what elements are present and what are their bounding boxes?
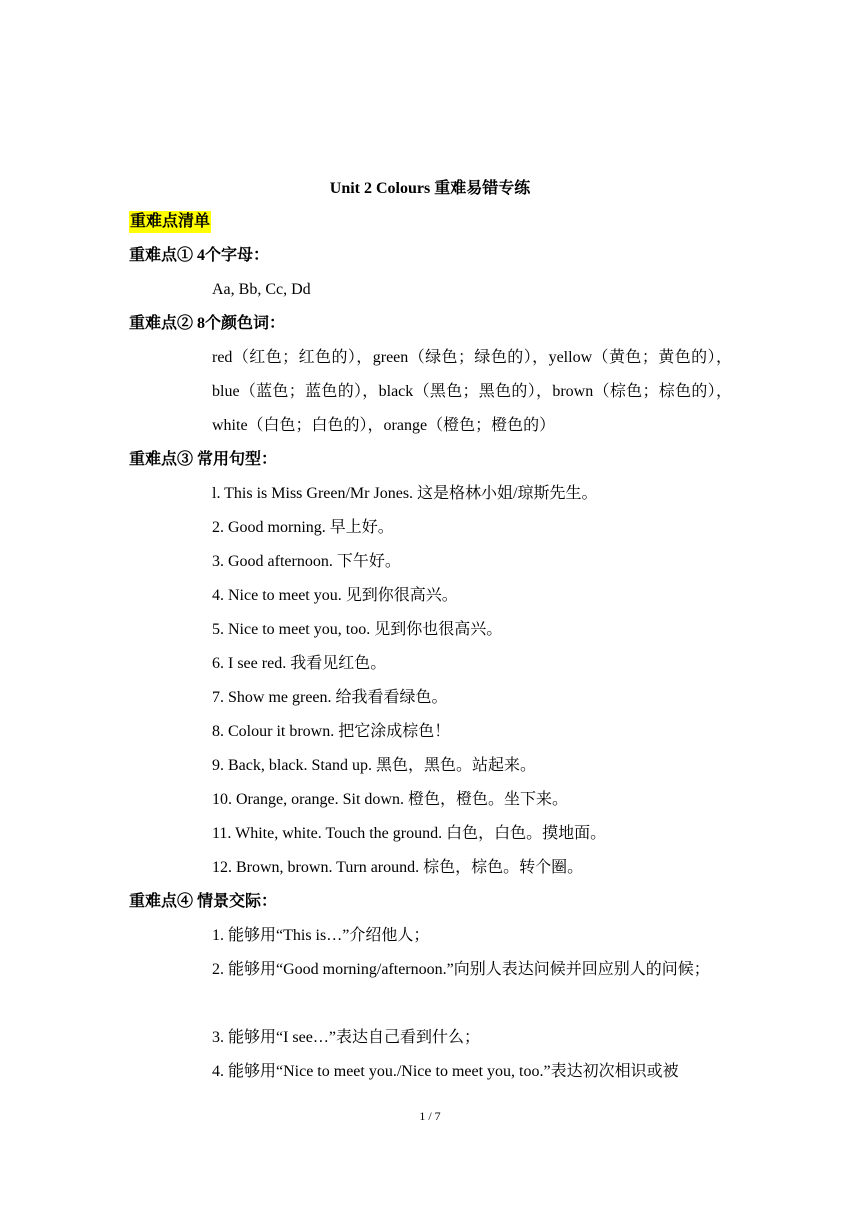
communication-item: 4. 能够用“Nice to meet you./Nice to meet you, too.”表达初次相识或被 (212, 1063, 679, 1080)
sentence-item: 4. Nice to meet you. 见到你很高兴。 (212, 587, 458, 604)
point4-heading: 重难点④ 情景交际： (129, 893, 278, 910)
communication-item: 2. 能够用“Good morning/afternoon.”向别人表达问候并回应别人的问候； (212, 961, 710, 978)
sentence-item: 3. Good afternoon. 下午好。 (212, 553, 401, 570)
point2-content: red（红色；红色的），green（绿色；绿色的），yellow（黄色；黄色的），blue（蓝色；蓝色的），black（黑色；黑色的），brown（棕色；棕色的），white（白色；白色的），orange（橙色；橙色的） (212, 349, 732, 434)
sentence-item: 8. Colour it brown. 把它涂成棕色！ (212, 723, 451, 740)
sentence-item: 7. Show me green. 给我看看绿色。 (212, 689, 448, 706)
sentence-item: l. This is Miss Green/Mr Jones. 这是格林小姐/琼斯先生。 (212, 485, 598, 502)
sentence-item: 2. Good morning. 早上好。 (212, 519, 394, 536)
sentence-item: 6. I see red. 我看见红色。 (212, 655, 387, 672)
document-title: Unit 2 Colours 重难易错专练 (329, 180, 531, 197)
point3-heading: 重难点③ 常用句型： (129, 451, 278, 468)
section-label-highlight: 重难点清单 (129, 211, 211, 233)
sentence-item: 11. White, white. Touch the ground. 白色，白色。摸地面。 (212, 825, 607, 842)
point1-heading: 重难点① 4个字母： (129, 247, 270, 264)
page-number: 1 / 7 (419, 1109, 441, 1123)
point1-content: Aa, Bb, Cc, Dd (212, 281, 311, 298)
sentence-item: 12. Brown, brown. Turn around. 棕色，棕色。转个圈。 (212, 859, 584, 876)
sentence-item: 10. Orange, orange. Sit down. 橙色，橙色。坐下来。 (212, 791, 568, 808)
sentence-item: 9. Back, black. Stand up. 黑色，黑色。站起来。 (212, 757, 536, 774)
sentence-item: 5. Nice to meet you, too. 见到你也很高兴。 (212, 621, 503, 638)
point2-heading: 重难点② 8个颜色词： (129, 315, 286, 332)
communication-item: 1. 能够用“This is…”介绍他人； (212, 927, 430, 944)
communication-item: 3. 能够用“I see…”表达自己看到什么； (212, 1029, 480, 1046)
